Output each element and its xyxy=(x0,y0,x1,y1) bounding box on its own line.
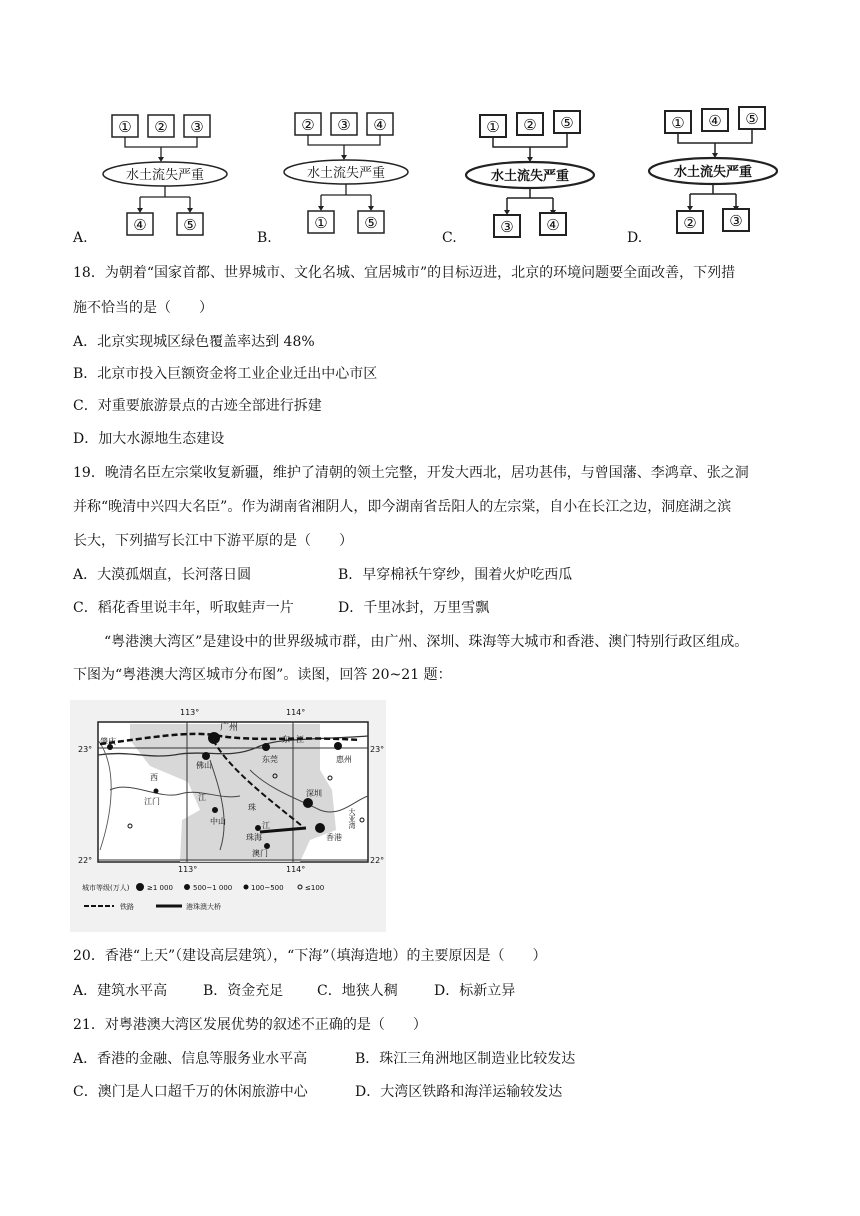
option-d-letter: D. xyxy=(627,230,643,246)
diagram-c-bottom-2: ④ xyxy=(546,216,560,234)
map-city-huizhou: 惠州 xyxy=(336,755,352,764)
map-city-zhongshan: 中山 xyxy=(210,817,226,826)
q20-option-c: C．地狭人稠 xyxy=(317,983,398,999)
map-water-dayawan: 大亚湾 xyxy=(348,808,356,829)
map-lon-label-113-top: 113° xyxy=(180,708,200,717)
map-water-jiang-3: 江 xyxy=(262,821,270,830)
map-city-jiangmen: 江门 xyxy=(144,797,160,806)
q21-option-b: B．珠江三角洲地区制造业比较发达 xyxy=(355,1051,576,1067)
diagram-b xyxy=(278,105,418,245)
diagram-c xyxy=(460,105,600,245)
q18-option-a: A．北京实现城区绿色覆盖率达到 48% xyxy=(73,334,315,350)
q19-stem-line-1: 19．晚清名臣左宗棠收复新疆，维护了清朝的领土完整，开发大西北，居功甚伟，与曾国藩、李鸿章、张之洞 xyxy=(73,465,749,481)
q20-option-d: D．标新立异 xyxy=(434,983,516,999)
map-legend-railway: 铁路 xyxy=(120,903,134,911)
diagram-d-top-3: ⑤ xyxy=(745,110,759,128)
diagram-a-bottom-2: ⑤ xyxy=(183,216,197,234)
map-city-macau: 澳门 xyxy=(252,849,268,858)
map-water-xi: 西 xyxy=(150,773,158,782)
q18-stem-line-2: 施不恰当的是（ ） xyxy=(73,300,213,316)
diagram-b-center: 水土流失严重 xyxy=(306,166,386,181)
diagram-d-center: 水土流失严重 xyxy=(673,165,753,180)
q18-stem-line-1: 18．为朝着“国家首都、世界城市、文化名城、宜居城市”的目标迈进，北京的环境问题要全面改善，下列措 xyxy=(73,265,736,281)
q21-option-c: C．澳门是人口超千万的休闲旅游中心 xyxy=(73,1084,308,1100)
diagram-b-bottom-1: ① xyxy=(314,214,328,232)
q18-option-b: B．北京市投入巨额资金将工业企业迁出中心市区 xyxy=(73,366,378,382)
q19-stem-line-2: 并称“晚清中兴四大名臣”。作为湖南省湘阴人，即今湖南省岳阳人的左宗棠，自小在长江之边，洞庭湖之滨 xyxy=(73,499,732,515)
map-lon-label-113-bottom: 113° xyxy=(178,865,198,874)
map-water-dong: 东 xyxy=(282,735,290,744)
diagram-c-top-1: ① xyxy=(486,118,500,136)
q19-option-a: A．大漠孤烟直，长河落日圆 xyxy=(73,567,252,583)
map-lat-label-23-left: 23° xyxy=(78,745,93,754)
diagram-a-top-1: ① xyxy=(118,118,132,136)
map-legend-item-3: 100~500 xyxy=(251,884,284,892)
q18-option-c: C．对重要旅游景点的古迹全部进行拆建 xyxy=(73,398,322,414)
map-water-jiang-1: 江 xyxy=(296,735,304,744)
intro-line-1: “粤港澳大湾区”是建设中的世界级城市群，由广州、深圳、珠海等大城市和香港、澳门特别行政区组成。 xyxy=(104,634,749,650)
q20-option-a: A．建筑水平高 xyxy=(73,983,168,999)
intro-line-2: 下图为“粤港澳大湾区城市分布图”。读图，回答 20~21 题： xyxy=(73,667,452,683)
q19-option-b: B．早穿棉袄午穿纱，围着火炉吃西瓜 xyxy=(338,567,573,583)
diagram-a xyxy=(95,105,235,245)
diagram-a-top-3: ③ xyxy=(190,118,204,136)
option-b-letter: B. xyxy=(257,230,272,246)
map-water-jiang-2: 江 xyxy=(198,793,206,802)
map-lat-label-22-right: 22° xyxy=(370,856,385,865)
map-water-zhu: 珠 xyxy=(248,803,256,812)
option-a-letter: A. xyxy=(73,230,88,246)
diagram-a-center: 水土流失严重 xyxy=(125,168,205,183)
map-legend-item-4: ≤100 xyxy=(305,884,325,892)
diagram-b-bottom-2: ⑤ xyxy=(364,214,378,232)
q21-stem: 21．对粤港澳大湾区发展优势的叙述不正确的是（ ） xyxy=(73,1017,427,1033)
diagram-d xyxy=(645,105,785,245)
q19-stem-line-3: 长大，下列描写长江中下游平原的是（ ） xyxy=(73,533,353,549)
map-lon-label-114-top: 114° xyxy=(286,708,306,717)
diagram-d-top-1: ① xyxy=(671,114,685,132)
q21-option-a: A．香港的金融、信息等服务业水平高 xyxy=(73,1051,308,1067)
map-city-dongguan: 东莞 xyxy=(262,755,278,764)
diagram-d-top-2: ④ xyxy=(708,112,722,130)
map-city-zhaoqing: 肇庆 xyxy=(100,737,116,746)
diagram-c-top-3: ⑤ xyxy=(560,114,574,132)
map-city-hongkong: 香港 xyxy=(326,833,342,842)
diagram-c-bottom-1: ③ xyxy=(500,218,514,236)
q18-option-d: D．加大水源地生态建设 xyxy=(73,431,225,447)
q21-option-d: D．大湾区铁路和海洋运输较发达 xyxy=(355,1084,563,1100)
map-legend-title: 城市等级(万人) xyxy=(82,884,130,892)
q20-stem: 20．香港“上天”（建设高层建筑），“下海”（填海造地）的主要原因是（ ） xyxy=(73,948,547,964)
q20-option-b: B．资金充足 xyxy=(203,983,284,999)
option-c-letter: C. xyxy=(442,230,457,246)
diagram-c-center: 水土流失严重 xyxy=(490,169,570,184)
diagram-b-top-2: ③ xyxy=(337,116,351,134)
map-lat-label-22-left: 22° xyxy=(78,856,93,865)
q19-option-c: C．稻花香里说丰年，听取蛙声一片 xyxy=(73,600,294,616)
map-city-zhuhai: 珠海 xyxy=(246,833,262,842)
diagram-b-top-1: ② xyxy=(301,116,315,134)
diagram-a-top-2: ② xyxy=(154,118,168,136)
q19-option-d: D．千里冰封，万里雪飘 xyxy=(338,600,490,616)
bay-area-map xyxy=(70,700,386,932)
diagram-d-bottom-1: ② xyxy=(683,214,697,232)
map-city-guangzhou: 广州 xyxy=(220,723,239,733)
diagram-b-top-3: ④ xyxy=(373,116,387,134)
map-lat-label-23-right: 23° xyxy=(370,745,385,754)
map-legend-item-2: 500~1 000 xyxy=(193,884,233,892)
diagram-d-bottom-2: ③ xyxy=(729,212,743,230)
map-legend-bridge: 港珠澳大桥 xyxy=(186,903,221,911)
map-city-foshan: 佛山 xyxy=(196,761,212,770)
map-lon-label-114-bottom: 114° xyxy=(286,865,306,874)
diagram-c-top-2: ② xyxy=(523,116,537,134)
map-city-shenzhen: 深圳 xyxy=(306,789,322,798)
map-legend-item-1: ≥1 000 xyxy=(147,884,173,892)
diagram-a-bottom-1: ④ xyxy=(133,216,147,234)
